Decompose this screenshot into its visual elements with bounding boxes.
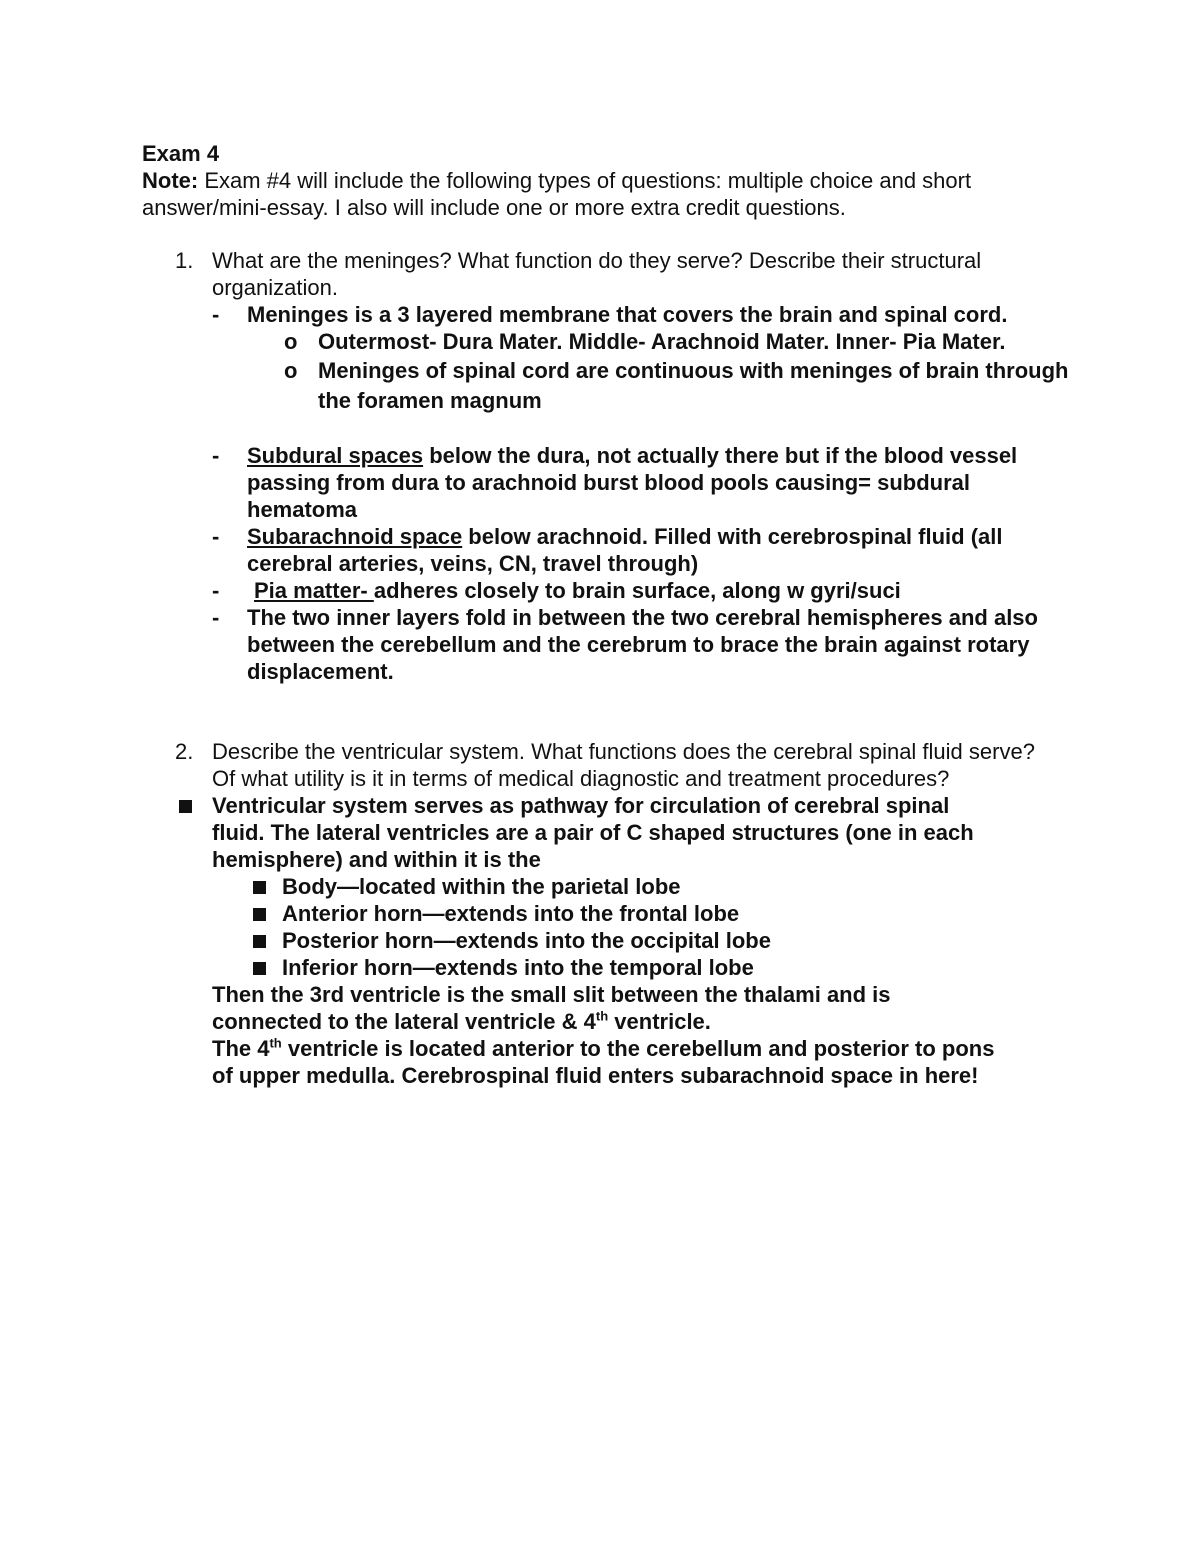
text-segment: ventricle.	[608, 1009, 711, 1034]
answer-bullet	[142, 523, 1132, 550]
answer-cont: displacement.	[247, 659, 394, 684]
ventricle-part-text: Anterior horn—extends into the frontal lobe	[282, 901, 740, 926]
answer-cont: between the cerebellum and the cerebrum to brace the brain against rotary	[247, 632, 1030, 657]
note-line	[142, 167, 1132, 194]
answer-cont: hemisphere) and within it is the	[212, 847, 541, 872]
square-bullet-icon	[253, 881, 266, 894]
answer-cont: passing from dura to arachnoid burst blood pools causing= subdural	[247, 470, 971, 495]
ventricle-part-text: Inferior horn—extends into the temporal lobe	[282, 955, 754, 980]
circle-marker: o	[284, 358, 298, 383]
note-label: Note:	[142, 168, 199, 193]
term-subdural-spaces: Subdural spaces	[247, 443, 424, 468]
answer-text: Ventricular system serves as pathway for circulation of cerebral spinal	[212, 793, 950, 818]
question-number: 1.	[175, 248, 194, 273]
ventricle-part	[142, 873, 1132, 900]
document-title: Exam 4	[142, 141, 220, 166]
answer-text: adheres closely to brain surface, along w gyri/suci	[373, 578, 901, 603]
ventricle-part	[142, 900, 1132, 927]
term-subarachnoid-space: Subarachnoid space	[247, 524, 463, 549]
answer-bullet	[142, 442, 1132, 469]
term-pia-matter: Pia matter-	[254, 578, 374, 603]
note-line-2: answer/mini-essay. I also will include one or more extra credit questions.	[142, 195, 846, 220]
answer-square-bullet	[142, 792, 1132, 819]
document-page	[142, 140, 1132, 1089]
ventricle-part	[142, 927, 1132, 954]
text-segment: The 4	[212, 1036, 270, 1061]
answer-text: Meninges is a 3 layered membrane that covers the brain and spinal cord.	[247, 302, 1008, 327]
dash-marker: -	[212, 578, 220, 603]
fourth-ventricle-text	[142, 1035, 1132, 1062]
question-number: 2.	[175, 739, 194, 764]
question-2-cont: Of what utility is it in terms of medical diagnostic and treatment procedures?	[212, 766, 950, 791]
third-ventricle-text: Then the 3rd ventricle is the small slit between the thalami and is	[212, 982, 891, 1007]
third-ventricle-text-cont	[142, 1008, 1132, 1035]
square-bullet-icon	[179, 800, 192, 813]
sub-bullet	[142, 328, 1132, 356]
dash-marker: -	[212, 302, 220, 327]
sub-bullet-text: Outermost- Dura Mater. Middle- Arachnoid Mater. Inner- Pia Mater.	[318, 329, 1006, 354]
ventricle-part-text: Body—located within the parietal lobe	[282, 874, 681, 899]
circle-marker: o	[284, 329, 298, 354]
dash-marker: -	[212, 443, 220, 468]
answer-cont: cerebral arteries, veins, CN, travel through)	[247, 551, 699, 576]
superscript: th	[269, 1035, 282, 1051]
answer-text: below arachnoid. Filled with cerebrospinal fluid (all	[462, 524, 1003, 549]
superscript: th	[595, 1008, 609, 1024]
square-bullet-icon	[253, 908, 266, 921]
ventricle-part-text: Posterior horn—extends into the occipital lobe	[282, 928, 771, 953]
ventricle-part	[142, 954, 1132, 981]
sub-bullet	[142, 356, 1132, 386]
question-text: What are the meninges? What function do they serve? Describe their structural	[212, 248, 982, 273]
question-1-cont: organization.	[212, 275, 338, 300]
dash-marker: -	[212, 524, 220, 549]
answer-cont: hematoma	[247, 497, 358, 522]
question-2	[142, 738, 1132, 765]
answer-text: below the dura, not actually there but if the blood vessel	[423, 443, 1018, 468]
answer-bullet	[142, 604, 1132, 631]
sub-bullet-cont: the foramen magnum	[318, 388, 542, 413]
answer-text: The two inner layers fold in between the two cerebral hemispheres and also	[247, 605, 1038, 630]
question-text: Describe the ventricular system. What functions does the cerebral spinal fluid serve?	[212, 739, 1035, 764]
sub-bullet-text: Meninges of spinal cord are continuous with meninges of brain through	[318, 358, 1069, 383]
square-bullet-icon	[253, 962, 266, 975]
square-bullet-icon	[253, 935, 266, 948]
question-1	[142, 247, 1132, 274]
note-text: Exam #4 will include the following types of questions: multiple choice and short	[198, 168, 972, 193]
dash-marker: -	[212, 605, 220, 630]
text-segment: ventricle is located anterior to the cerebellum and posterior to pons	[281, 1036, 995, 1061]
answer-bullet	[142, 301, 1132, 328]
fourth-ventricle-text-cont: of upper medulla. Cerebrospinal fluid enters subarachnoid space in here!	[212, 1063, 979, 1088]
answer-bullet	[142, 577, 1132, 604]
text-segment: connected to the lateral ventricle & 4	[212, 1009, 596, 1034]
answer-cont: fluid. The lateral ventricles are a pair of C shaped structures (one in each	[212, 820, 974, 845]
